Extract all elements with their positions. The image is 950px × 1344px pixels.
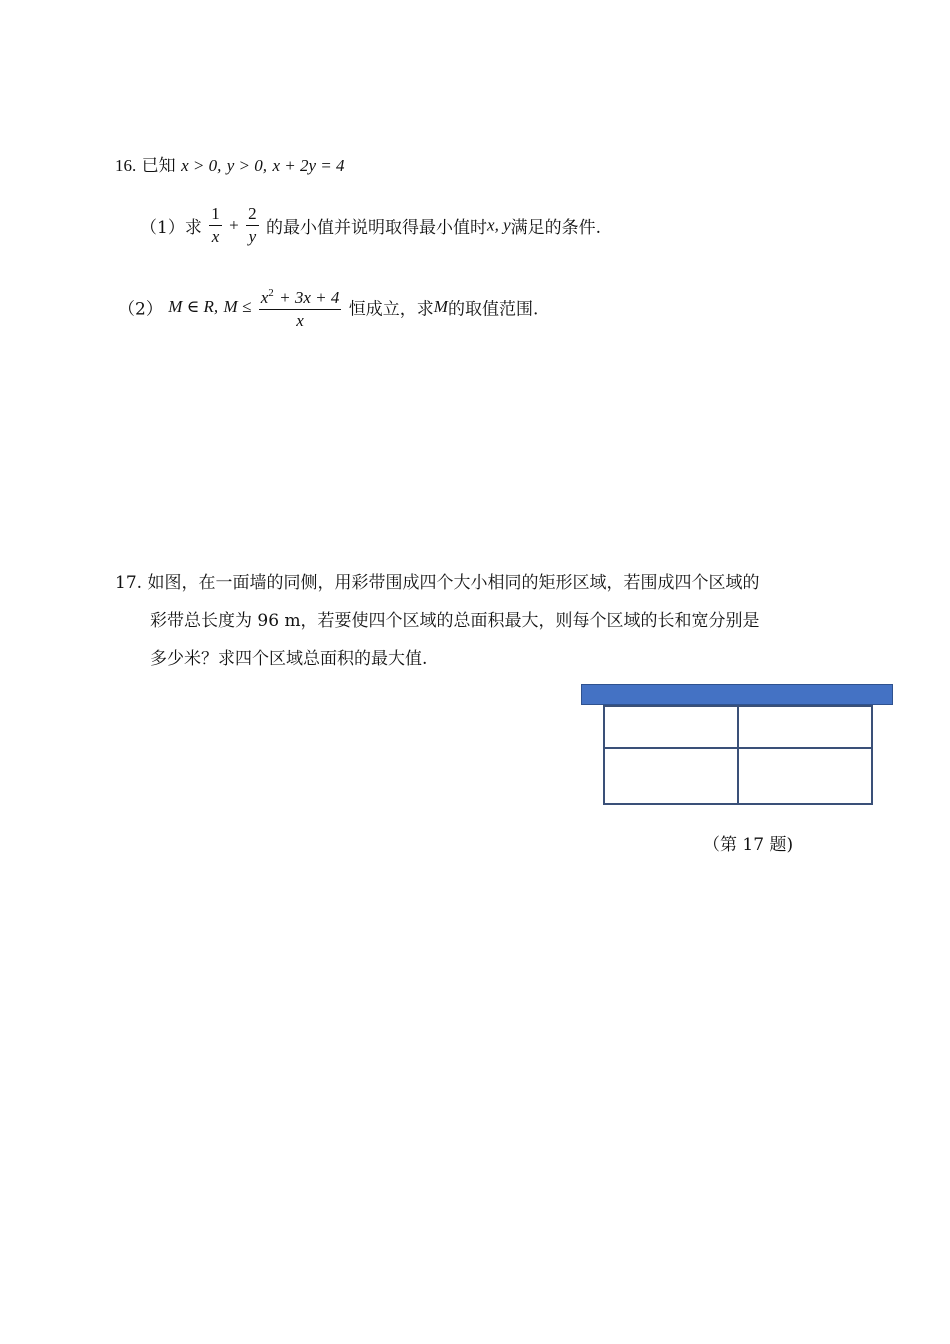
q16-part2-cond: M ∈ R, <box>168 297 219 316</box>
q16-part1-vars: x, y <box>487 215 511 235</box>
q16-fraction-quadratic-over-x <box>259 282 342 332</box>
q16-cond-x: x > 0, <box>181 156 222 175</box>
q16-num-rest: + 3x + 4 <box>279 288 340 307</box>
q17-line-3: 多少米？求四个区域总面积的最大值. <box>150 649 428 669</box>
q17-figure-region <box>603 747 739 805</box>
q16-num-exponent: 2 <box>268 287 274 299</box>
q17-line-2: 彩带总长度为 96 m，若要使四个区域的总面积最大，则每个区域的长和宽分别是 <box>150 611 760 631</box>
q17-figure-region <box>737 705 873 749</box>
q16-frac3-numerator <box>259 282 342 310</box>
q16-num-x: x <box>260 288 269 307</box>
q16-part1-tail2: 满足的条件. <box>510 218 602 238</box>
q16-frac1-denominator: x <box>211 227 220 246</box>
q16-cond-sum: x + 2y = 4 <box>272 156 345 175</box>
q16-part1-label: （1）求 <box>140 218 202 238</box>
q16-part2-label: （2） <box>118 299 163 320</box>
q16-part2-tail2: 的取值范围. <box>447 299 539 320</box>
q16-frac3-denominator: x <box>296 311 304 330</box>
q17-figure-wall <box>581 684 893 705</box>
q16-fraction-2-over-y <box>246 203 259 248</box>
q17-figure-region <box>737 747 873 805</box>
q16-frac2-numerator: 2 <box>246 203 259 226</box>
q16-stem <box>115 155 344 177</box>
q17-figure-caption: （第 17 题) <box>703 835 794 855</box>
q16-frac2-denominator: y <box>248 227 257 246</box>
q16-plus-sign: + <box>229 215 239 235</box>
q17-line-1: 17. 如图，在一面墙的同侧，用彩带围成四个大小相同的矩形区域，若围成四个区域的 <box>115 573 760 593</box>
q16-number: 16. <box>115 156 137 175</box>
q16-part2-lhs: M ≤ <box>223 297 252 316</box>
q16-fraction-1-over-x <box>209 203 222 248</box>
q17-figure-region <box>603 705 739 749</box>
q16-part1-tail1: 的最小值并说明取得最小值时 <box>266 218 488 238</box>
q16-part1 <box>140 203 601 248</box>
q16-part2-tail1: 恒成立，求 <box>348 299 434 320</box>
q16-part2-var: M <box>433 297 448 316</box>
q16-frac1-numerator: 1 <box>209 203 222 226</box>
q16-cond-y: y > 0, <box>226 156 268 175</box>
q16-part2 <box>118 282 538 332</box>
q16-intro: 已知 <box>141 156 176 176</box>
